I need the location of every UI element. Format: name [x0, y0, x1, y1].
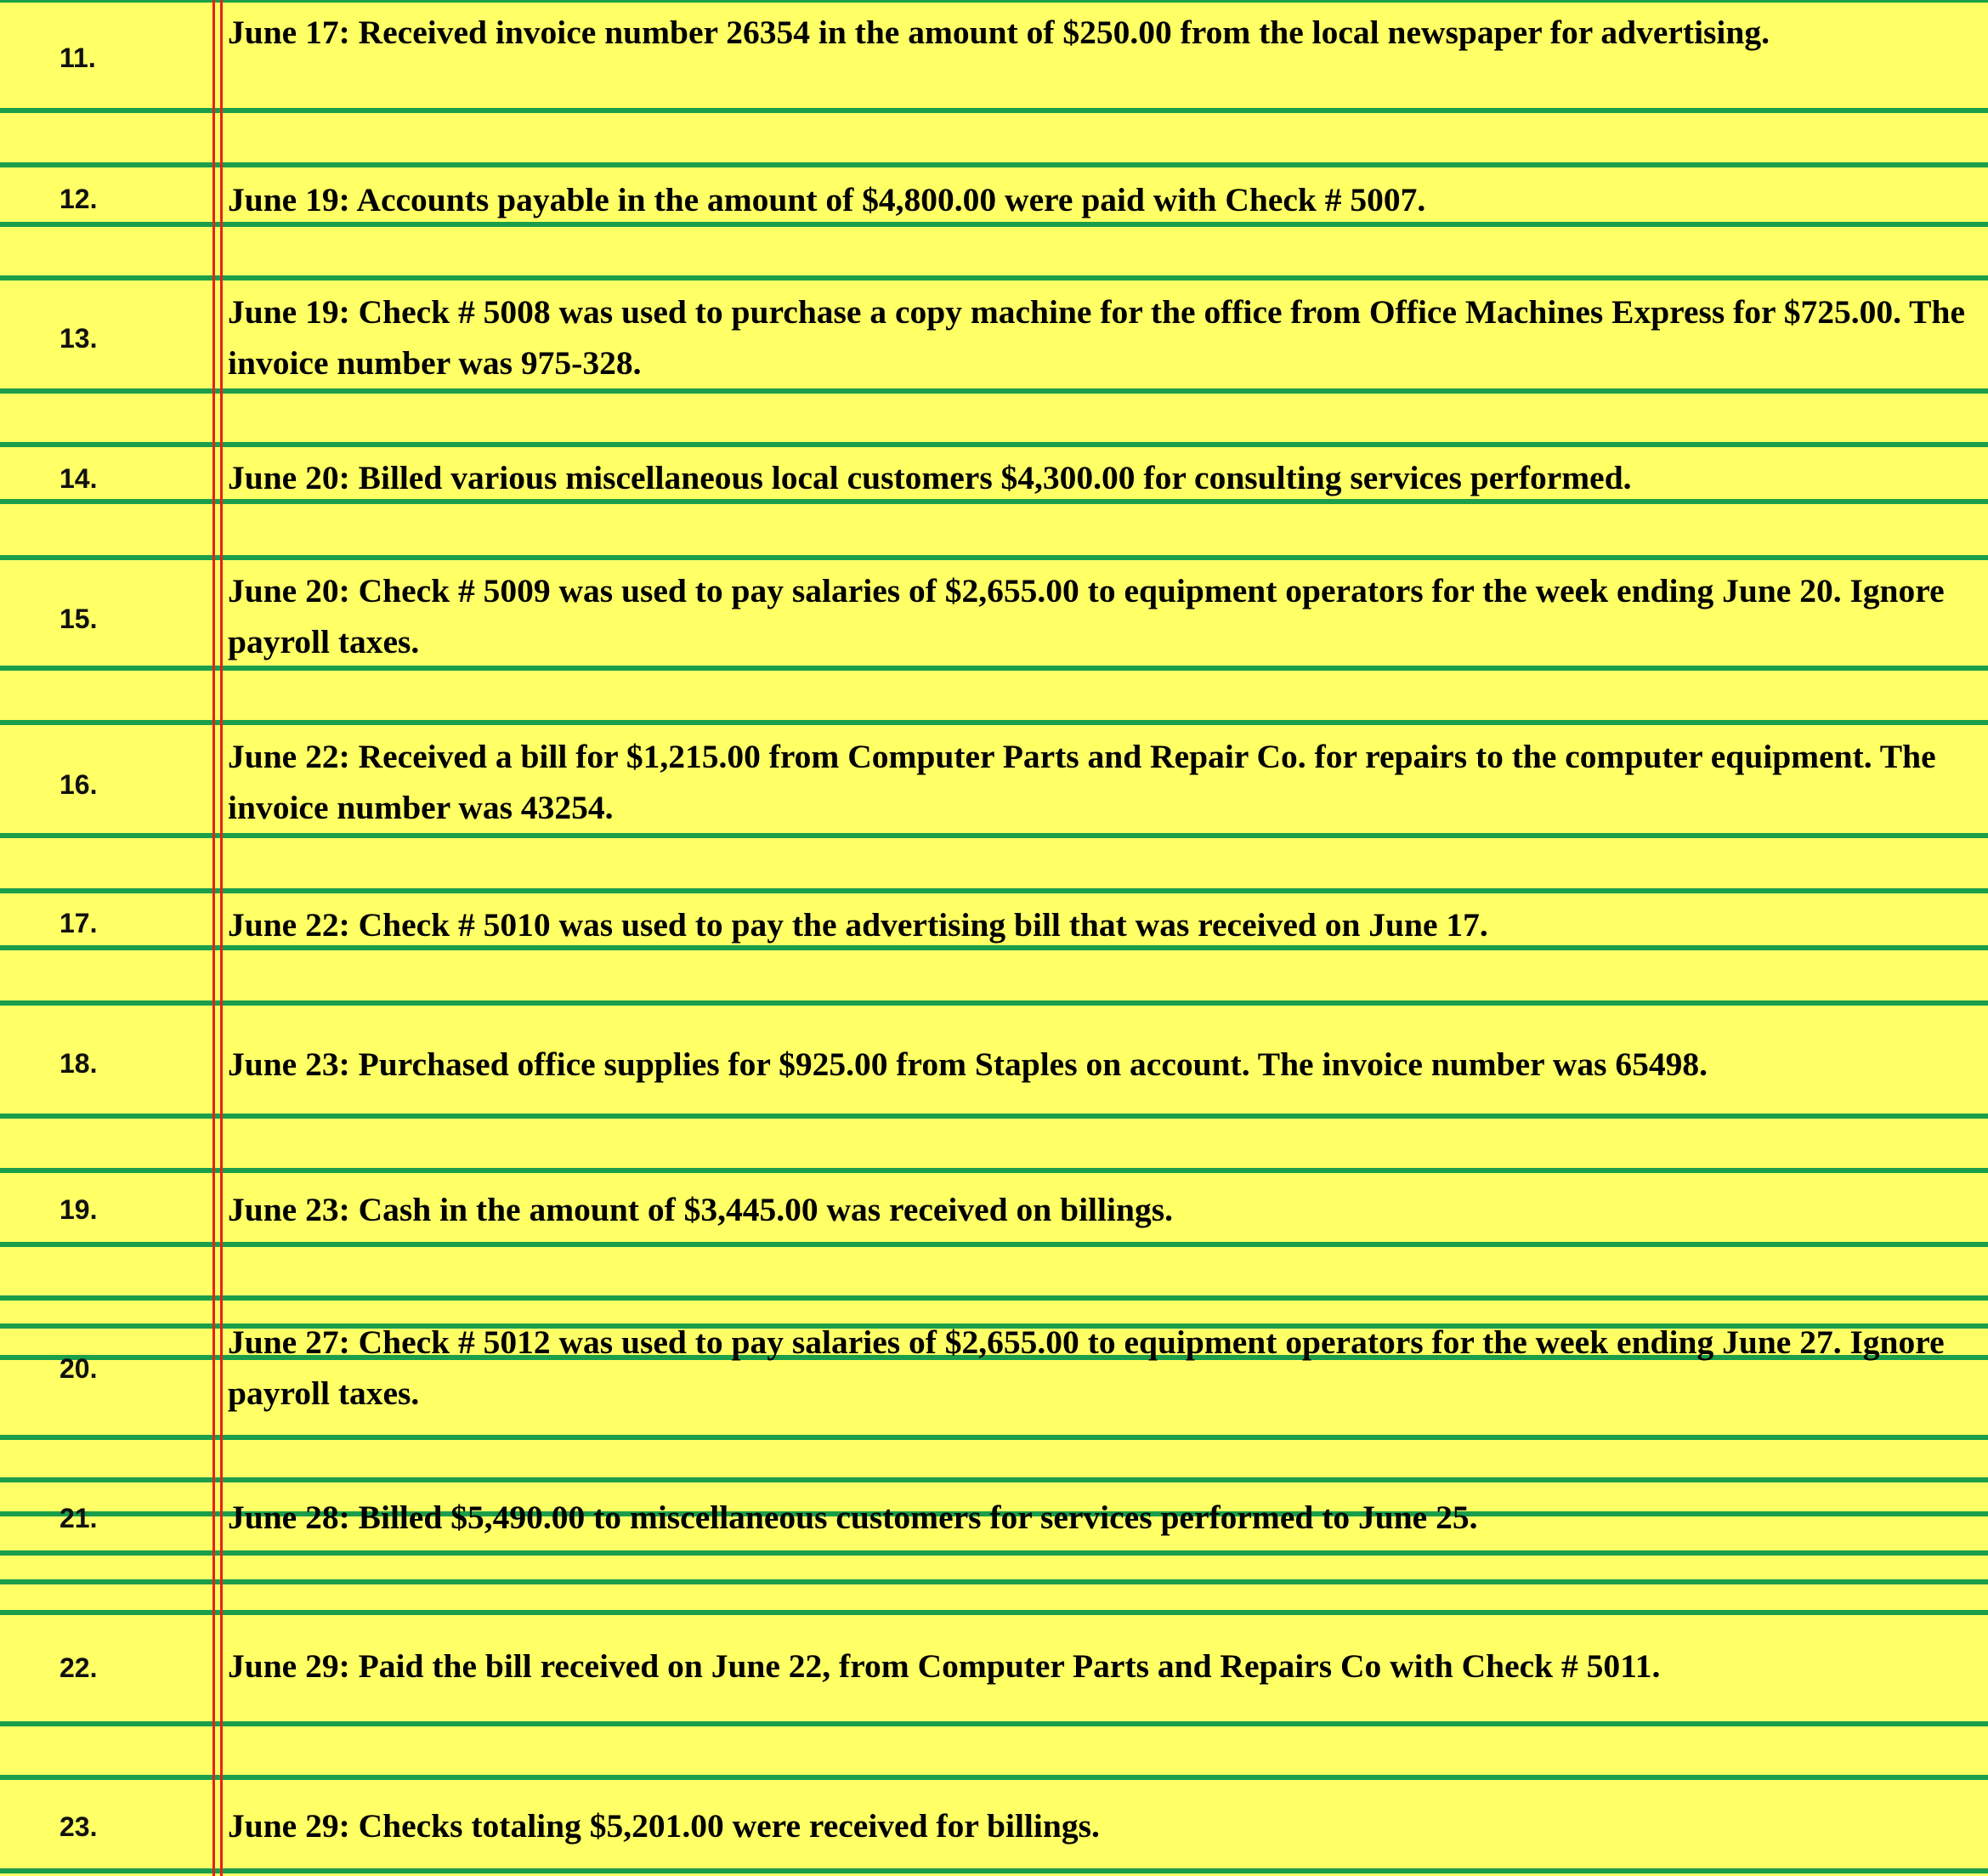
entry-number: 12.: [59, 184, 98, 214]
rule-line: [0, 1550, 1988, 1556]
entry-number: 17.: [59, 908, 98, 938]
entry-text: June 22: Check # 5010 was used to pay the advertising bill that was received on June 17.: [228, 906, 1488, 944]
entry-number: 20.: [59, 1353, 98, 1384]
entry-text: June 19: Check # 5008 was used to purchase a copy machine for the office from Office Machines Express for $725.00. The invoice number was 975-328.: [228, 293, 1966, 382]
entry-number: 11.: [59, 43, 96, 73]
rule-line: [0, 833, 1988, 838]
rule-line: [0, 720, 1988, 725]
rule-line: [0, 0, 1988, 3]
rule-line: [0, 1114, 1988, 1119]
entry-number: 15.: [59, 604, 98, 634]
rule-line: [0, 1721, 1988, 1726]
rule-line: [0, 1610, 1988, 1615]
entry-text: June 29: Checks totaling $5,201.00 were received for billings.: [228, 1807, 1100, 1845]
entry-text: June 17: Received invoice number 26354 in the amount of $250.00 from the local newspaper for advertising.: [228, 14, 1770, 51]
rule-line: [0, 162, 1988, 167]
rule-line: [0, 275, 1988, 281]
entry-text: June 20: Billed various miscellaneous local customers $4,300.00 for consulting services performed.: [228, 459, 1632, 496]
rule-line: [0, 1775, 1988, 1780]
entry-text: June 28: Billed $5,490.00 to miscellaneous customers for services performed to June 25.: [228, 1499, 1478, 1536]
margin-line-right: [220, 0, 223, 1876]
margin-line-left: [212, 0, 215, 1876]
entry-text: June 20: Check # 5009 was used to pay salaries of $2,655.00 to equipment operators for the week ending June 20. Ignore payroll taxes.: [228, 572, 1945, 660]
entry-text: June 29: Paid the bill received on June 22, from Computer Parts and Repairs Co with Check # 5011.: [228, 1647, 1661, 1685]
rule-line: [0, 1168, 1988, 1173]
entry-number: 13.: [59, 323, 98, 354]
entry-number: 16.: [59, 769, 98, 800]
rule-line: [0, 1000, 1988, 1006]
entry-text: June 23: Cash in the amount of $3,445.00 was received on billings.: [228, 1191, 1173, 1228]
entry-number: 21.: [59, 1503, 98, 1533]
entry-text: June 23: Purchased office supplies for $925.00 from Staples on account. The invoice number was 65498.: [228, 1046, 1708, 1083]
entry-text: June 22: Received a bill for $1,215.00 from Computer Parts and Repair Co. for repairs to the computer equipment. The invoice number was 43254.: [228, 738, 1936, 826]
rule-line: [0, 108, 1988, 113]
rule-line: [0, 1868, 1988, 1873]
entry-text: June 27: Check # 5012 was used to pay salaries of $2,655.00 to equipment operators for the week ending June 27. Ignore payroll taxes.: [228, 1323, 1945, 1412]
entry-number: 23.: [59, 1811, 98, 1842]
rule-line: [0, 888, 1988, 893]
rule-line: [0, 1579, 1988, 1584]
rule-line: [0, 555, 1988, 560]
rule-line: [0, 1477, 1988, 1482]
rule-line: [0, 1435, 1988, 1440]
rule-line: [0, 442, 1988, 447]
entry-number: 18.: [59, 1048, 98, 1079]
rule-line: [0, 1242, 1988, 1247]
entry-number: 22.: [59, 1652, 98, 1683]
rule-line: [0, 388, 1988, 394]
entry-number: 19.: [59, 1194, 98, 1225]
entry-number: 14.: [59, 463, 98, 494]
entry-text: June 19: Accounts payable in the amount of $4,800.00 were paid with Check # 5007.: [228, 181, 1426, 218]
rule-line: [0, 1295, 1988, 1301]
